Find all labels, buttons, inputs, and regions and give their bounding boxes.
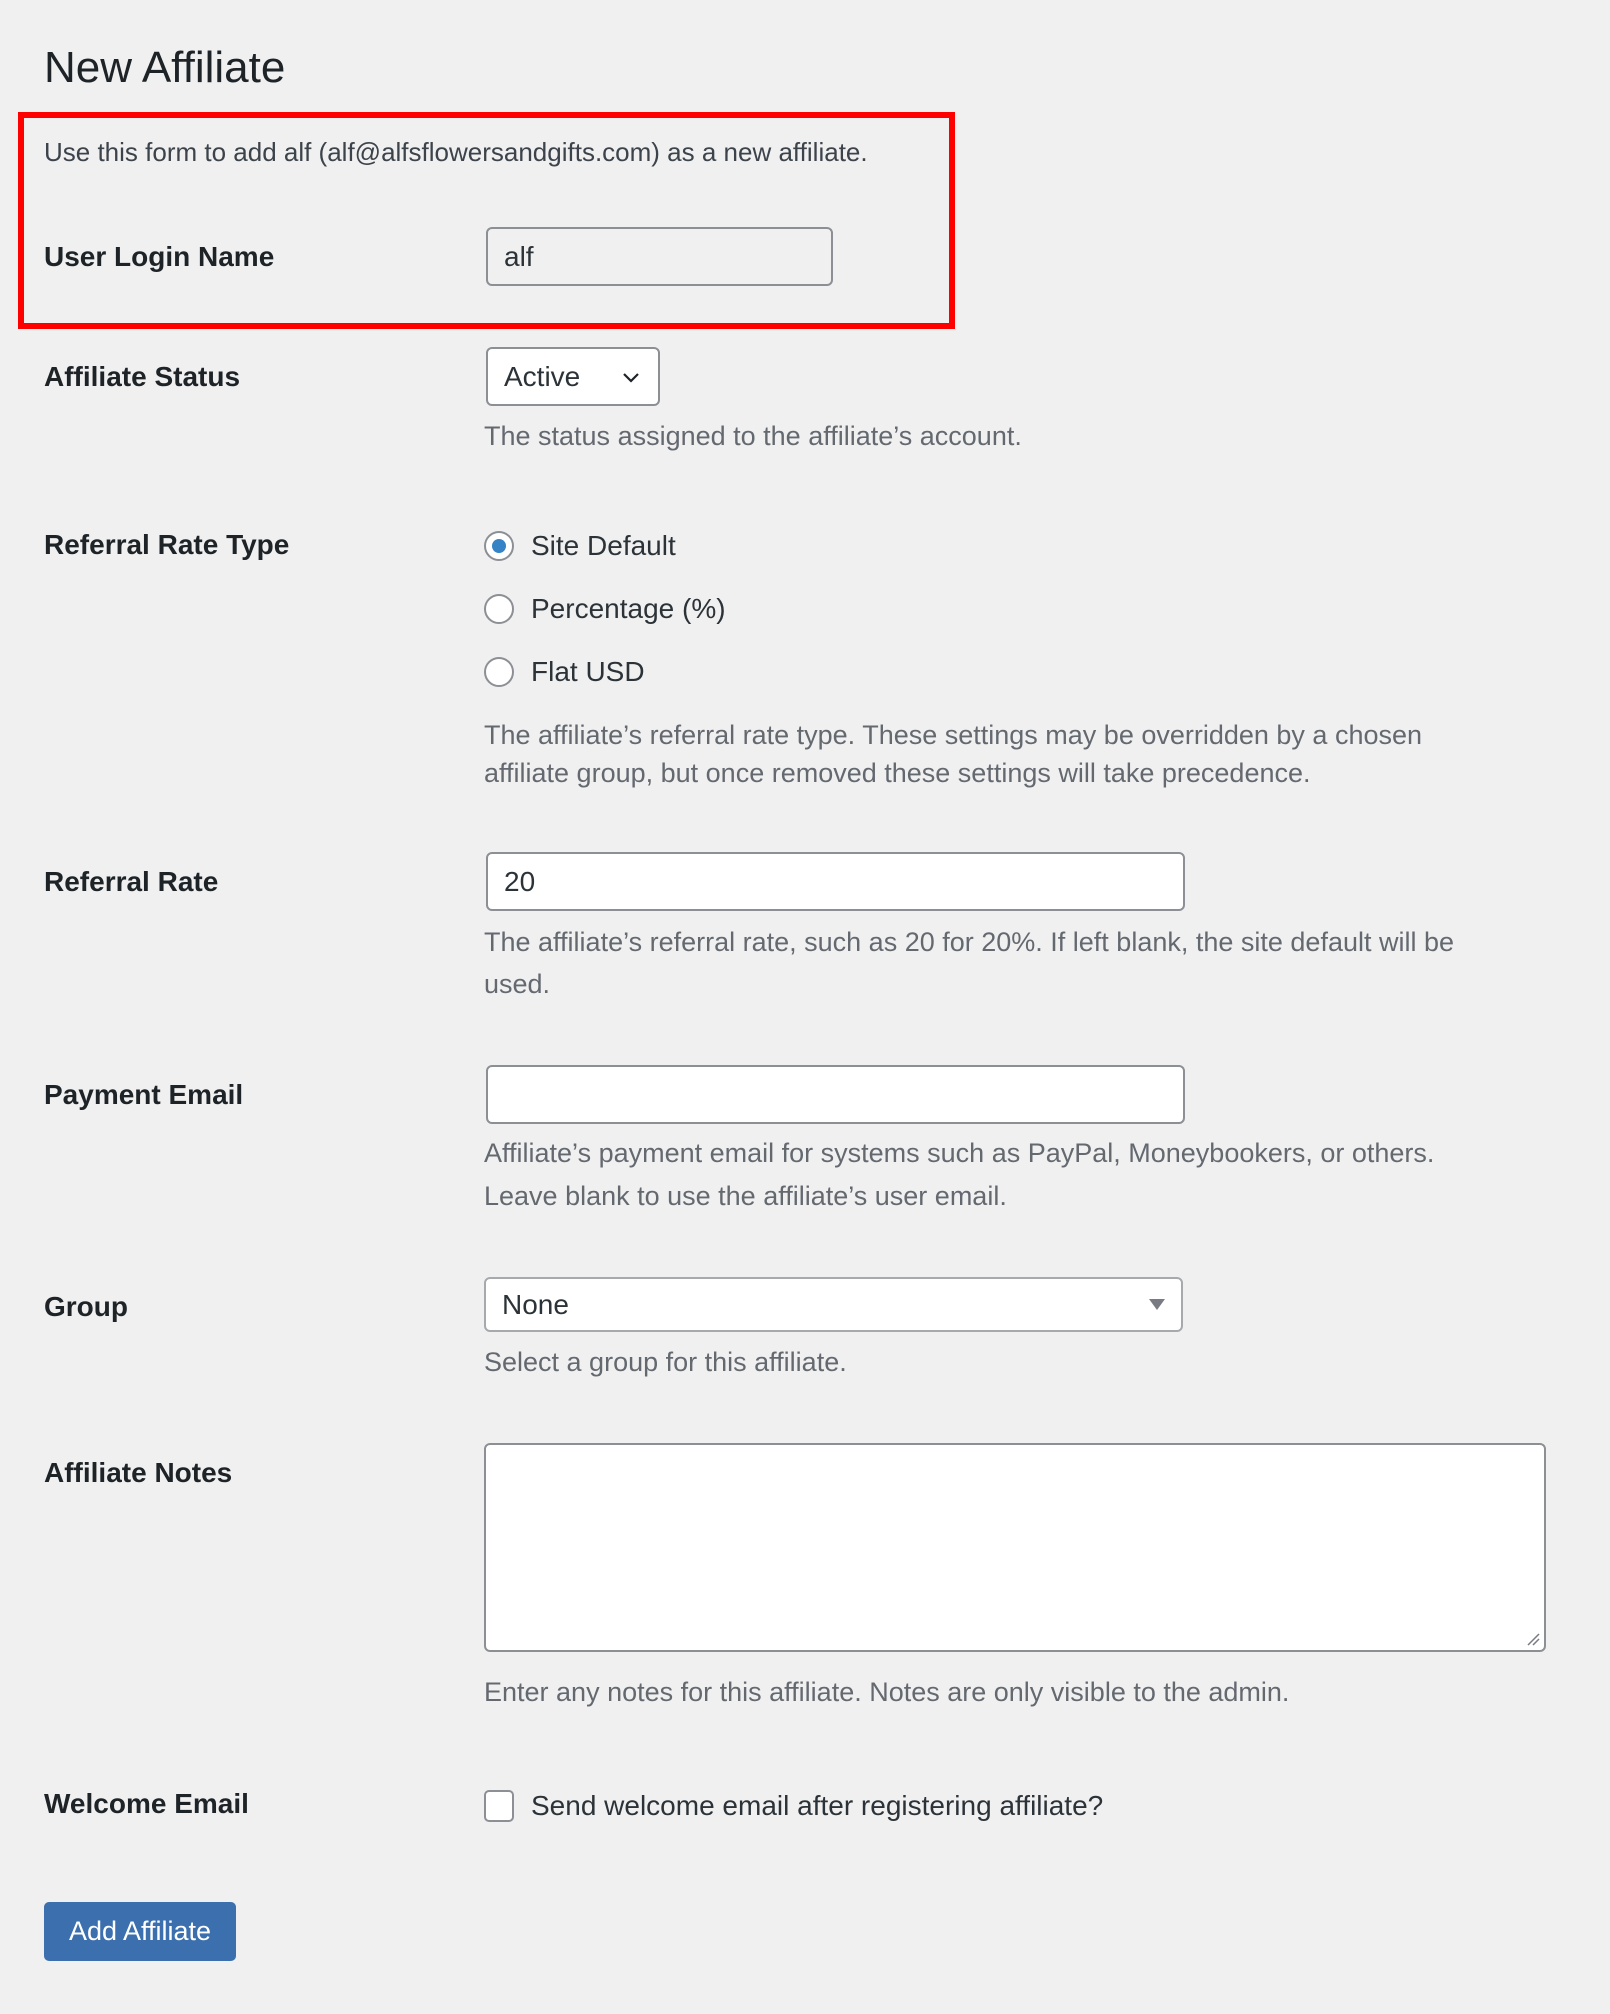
affiliate-notes-label: Affiliate Notes [44, 1457, 233, 1488]
radio-flat-usd[interactable] [484, 652, 645, 692]
affiliate-notes-description: Enter any notes for this affiliate. Notes are only visible to the admin. [484, 1677, 1290, 1707]
user-login-input[interactable] [486, 227, 833, 286]
referral-rate-type-description-2: affiliate group, but once removed these settings will take precedence. [484, 758, 1311, 788]
add-affiliate-button[interactable]: Add Affiliate [44, 1902, 236, 1961]
welcome-email-option[interactable] [484, 1786, 1103, 1826]
group-description: Select a group for this affiliate. [484, 1347, 847, 1377]
referral-rate-type-label: Referral Rate Type [44, 529, 290, 560]
radio-label: Flat USD [531, 656, 645, 687]
chevron-down-icon [620, 366, 642, 388]
group-label: Group [44, 1291, 128, 1322]
welcome-email-checkbox-label: Send welcome email after registering affiliate? [531, 1790, 1104, 1821]
referral-rate-type-description-1: The affiliate’s referral rate type. These settings may be overridden by a chosen [484, 720, 1423, 750]
referral-rate-input[interactable] [486, 852, 1185, 911]
welcome-email-checkbox[interactable] [484, 1790, 514, 1822]
group-select[interactable] [484, 1277, 1183, 1332]
radio-button[interactable] [484, 657, 514, 687]
radio-percentage[interactable] [484, 589, 726, 629]
affiliate-notes-textarea[interactable] [484, 1443, 1546, 1652]
user-login-label: User Login Name [44, 241, 275, 272]
referral-rate-description-2: used. [484, 969, 551, 999]
referral-rate-label: Referral Rate [44, 866, 219, 897]
dropdown-arrow-icon [1149, 1299, 1165, 1310]
resize-grip-icon[interactable] [1526, 1632, 1540, 1646]
radio-button-checked[interactable] [484, 531, 514, 561]
page-title: New Affiliate [44, 43, 286, 92]
affiliate-status-select[interactable] [486, 347, 660, 406]
referral-rate-description-1: The affiliate’s referral rate, such as 20 for 20%. If left blank, the site default will be [484, 927, 1455, 957]
radio-site-default[interactable] [484, 526, 676, 566]
radio-button[interactable] [484, 594, 514, 624]
affiliate-status-value: Active [504, 360, 581, 392]
affiliate-status-label: Affiliate Status [44, 361, 241, 392]
payment-email-description-1: Affiliate’s payment email for systems such as PayPal, Moneybookers, or others. [484, 1138, 1435, 1168]
group-value: None [502, 1288, 569, 1320]
intro-text: Use this form to add alf (alf@alfsflowersandgifts.com) as a new affiliate. [44, 137, 868, 167]
affiliate-status-description: The status assigned to the affiliate’s account. [484, 421, 1022, 451]
payment-email-input[interactable] [486, 1065, 1185, 1124]
radio-label: Site Default [531, 530, 676, 561]
welcome-email-label: Welcome Email [44, 1788, 249, 1819]
payment-email-label: Payment Email [44, 1079, 244, 1110]
payment-email-description-2: Leave blank to use the affiliate’s user email. [484, 1181, 1007, 1211]
radio-label: Percentage (%) [531, 593, 726, 624]
